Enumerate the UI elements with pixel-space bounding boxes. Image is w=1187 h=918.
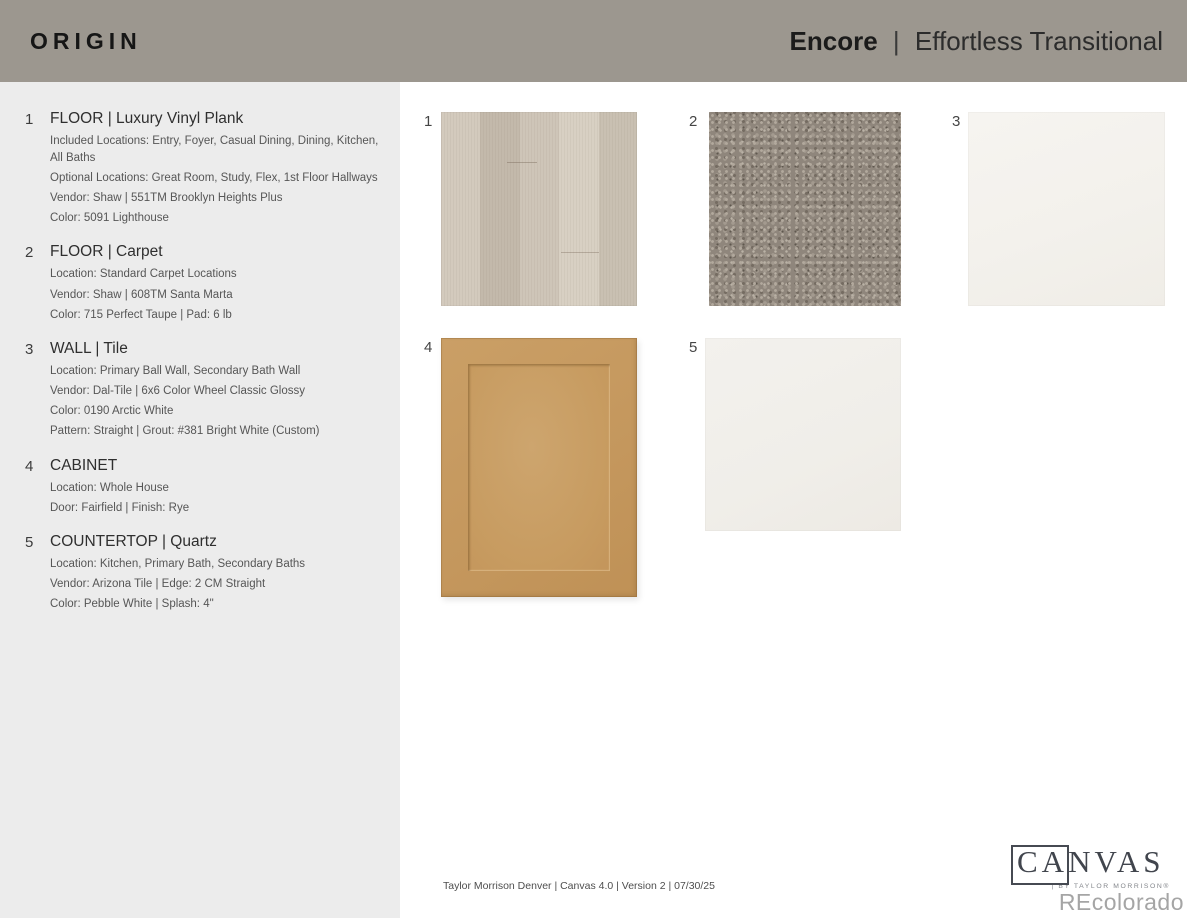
carpet-swatch: [709, 112, 901, 306]
item-detail: Color: 5091 Lighthouse: [50, 212, 169, 225]
swatch-number: 5: [689, 339, 698, 356]
swatch-number: 4: [424, 339, 433, 356]
item-detail: Location: Whole House: [50, 481, 169, 494]
package-title: [790, 26, 1163, 57]
item-title: FLOOR | Luxury Vinyl Plank: [50, 110, 244, 127]
item-detail: Color: 0190 Arctic White: [50, 405, 174, 418]
canvas-wordmark: CANVAS: [1017, 844, 1165, 879]
item-title: CABINET: [50, 456, 118, 474]
item-title: WALL | Tile: [50, 339, 128, 357]
quartz-countertop-swatch: [705, 338, 901, 531]
item-detail: Color: Pebble White | Splash: 4": [50, 598, 214, 611]
item-detail: Optional Locations: Great Room, Study, Flex, 1st Floor Hallways: [50, 171, 378, 184]
swatch-number: 2: [689, 113, 698, 130]
item-detail: Vendor: Shaw | 551TM Brooklyn Heights Plus: [50, 192, 283, 205]
collection-name: Encore: [789, 25, 878, 56]
canvas-tagline: | BY TAYLOR MORRISON®: [1051, 882, 1170, 890]
item-number: 5: [25, 533, 34, 551]
wall-tile-swatch: [968, 112, 1165, 306]
item-detail: Vendor: Arizona Tile | Edge: 2 CM Straight: [50, 578, 266, 591]
item-detail: Vendor: Dal-Tile | 6x6 Color Wheel Classic Glossy: [50, 385, 306, 398]
title-divider: |: [892, 25, 900, 56]
list-item: [0, 110, 386, 230]
swatch-number: 3: [952, 113, 961, 130]
item-number: 3: [25, 340, 34, 358]
list-item: [0, 243, 386, 327]
item-detail: Location: Kitchen, Primary Bath, Secondary Baths: [50, 557, 306, 570]
item-title: COUNTERTOP | Quartz: [50, 532, 217, 550]
header-bar: [0, 0, 1187, 82]
cabinet-door-swatch: [441, 338, 637, 597]
vinyl-plank-swatch: [441, 112, 637, 306]
list-item: [0, 457, 386, 520]
list-item: [0, 340, 386, 444]
recolorado-watermark: REcolorado: [1058, 889, 1184, 915]
item-number: 2: [25, 244, 34, 262]
cabinet-door-panel: [468, 364, 610, 571]
item-detail: Pattern: Straight | Grout: #381 Bright White (Custom): [50, 425, 320, 438]
item-detail: Included Locations: Entry, Foyer, Casual Dining, Dining, Kitchen, All Baths: [50, 135, 379, 164]
brand-title: ORIGIN: [30, 27, 142, 54]
item-number: 1: [25, 111, 34, 128]
spec-list-sidebar: [0, 82, 400, 918]
item-detail: Color: 715 Perfect Taupe | Pad: 6 lb: [50, 308, 232, 321]
item-number: 4: [25, 457, 34, 475]
style-name: Effortless Transitional: [914, 25, 1163, 56]
item-detail: Vendor: Shaw | 608TM Santa Marta: [50, 288, 233, 301]
item-detail: Location: Primary Ball Wall, Secondary Bath Wall: [50, 364, 301, 377]
canvas-logo: [1010, 843, 1170, 890]
list-item: [0, 533, 386, 617]
swatch-number: 1: [424, 113, 433, 130]
item-detail: Door: Fairfield | Finish: Rye: [50, 501, 190, 514]
item-title: FLOOR | Carpet: [50, 243, 163, 261]
footer-version-note: Taylor Morrison Denver | Canvas 4.0 | Version 2 | 07/30/25: [443, 880, 715, 892]
item-detail: Location: Standard Carpet Locations: [50, 268, 237, 281]
